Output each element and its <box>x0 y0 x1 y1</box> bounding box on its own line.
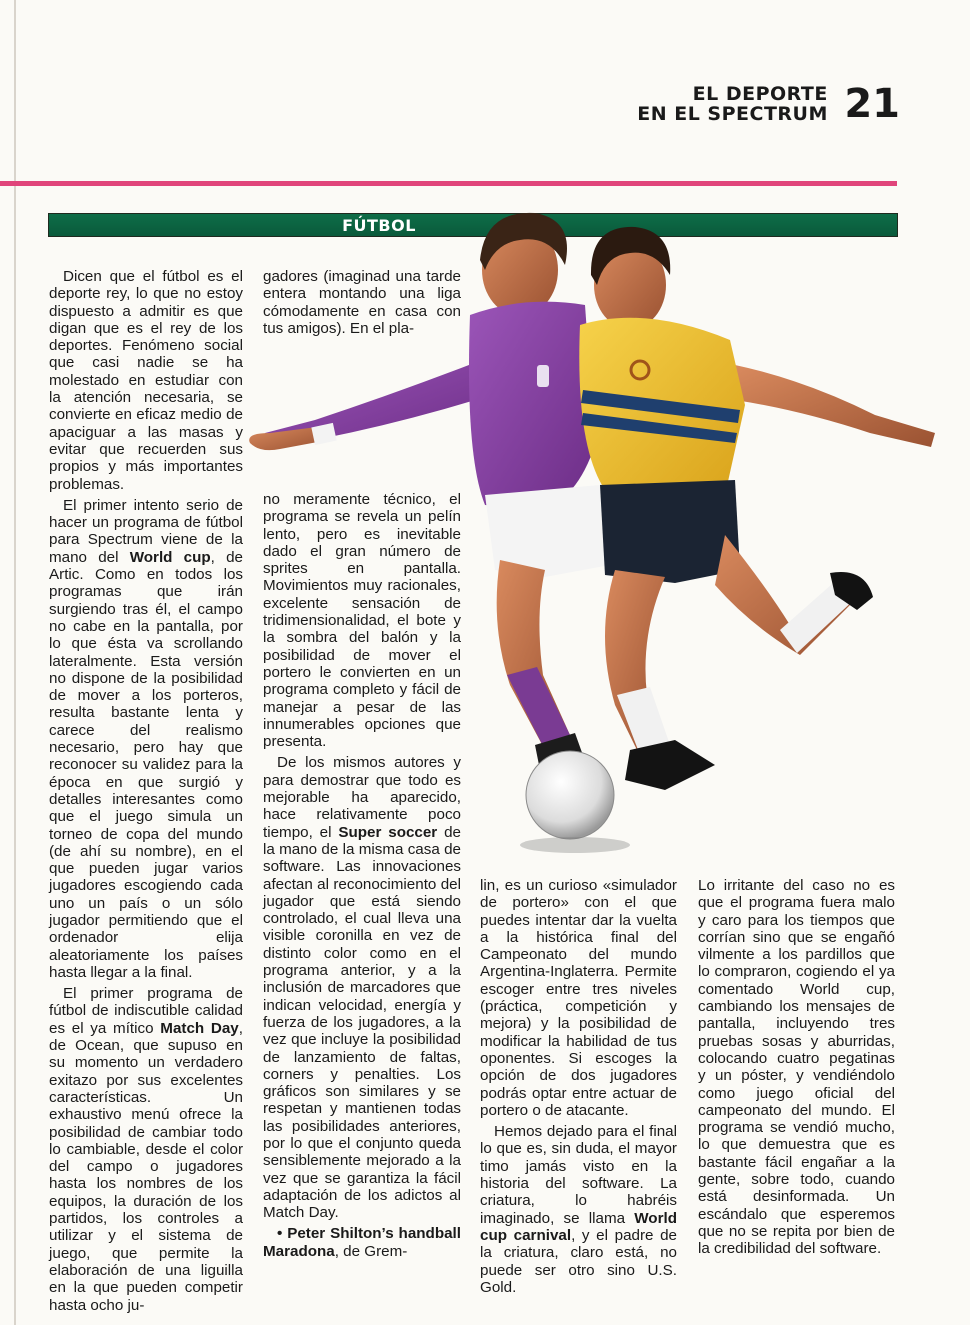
text-run: El primer intento serio de hacer un programa de fútbol para Spectrum viene de la mano del <box>49 496 243 566</box>
paragraph <box>263 754 461 1221</box>
paragraph: no meramente técnico, el programa se revela un pelín lento, pero es inevitable dado el gran número de sprites en pantalla. Movimientos muy racionales, excelente sensación de tridimensionalidad, el bote y la sombra del balón y la posibilidad de mover el portero le convierten en un programa completo y fácil de manejar a pesar de las innumerables opciones que presenta. <box>263 491 461 751</box>
article-column-1 <box>49 268 243 1314</box>
football-ball <box>526 751 614 839</box>
game-title-world-cup-carnival: World cup carnival <box>480 1209 677 1244</box>
text-run: Hemos dejado para el final lo que es, sin duda, el mayor timo jamás visto en la historia del software. La criatura, lo habréis imaginado, se llama <box>480 1123 677 1227</box>
accent-rule <box>0 181 897 186</box>
game-title-match-day: Match Day <box>160 1019 239 1037</box>
game-title-super-soccer: Super soccer <box>338 823 438 841</box>
yellow-player <box>579 227 935 790</box>
text-run: , y el padre de la criatura, claro está, no puede ser otro sino U.S. Gold. <box>480 1226 677 1296</box>
article-column-2 <box>263 491 461 1260</box>
text-run: de la mano de la misma casa de software. Las innovaciones afectan al reconocimiento del jugador que está siendo controlado, el cual lleva una visible coronilla en vez de distinto color como en el programa anterior, y a la inclusión de marcadores que indican velocidad, energía y fuerza de los jugadores, a la vez que incluye la posibilidad de lanzamiento de faltas, corners y penalties. Los gráficos son similares y se respetan y mantienen todas las posibilidades anteriores, por lo que el conjunto queda sensiblemente mejorado a la vez que se garantiza la fácil adaptación de los adictos al Match Day. <box>263 823 461 1222</box>
page-number: 21 <box>844 81 900 127</box>
paragraph: Lo irritante del caso no es que el programa fuera malo y caro para los tiempos que corrían sino que se engañó vilmente a los pardillos que lo compraron, cogiendo el ya comentado World cup, cambiando los mensajes de pantalla, incluyendo tres pruebas sosas y aburridas, colocando cuatro pegatinas y un póster, y vendiéndolo como juego oficial del campeonato del mundo. El programa se vendió mucho, lo que demuestra que es bastante fácil engañar a la gente, sobre todo, cuando está desinformada. Un escándalo que esperemos que no se repita por bien de la credibilidad del software. <box>698 877 895 1258</box>
section-title: FÚTBOL <box>342 216 416 235</box>
text-run: , de Artic. Como en todos los programas que irán surgiendo tras él, el campo no cabe en la pantalla, por lo que ésta va scrollando lateralmente. Esta versión no dispone de la posibilidad de mover a los porteros, resulta bastante lenta y carece del realismo necesario, pero hay que reconocer su validez para la época en que surgió y detalles interesantes como que el juego simula un torneo de copa del mundo (de ahí su nombre), en el que pueden jugar varios jugadores escogiendo cada uno un país o un sólo jugador permitiendo que el ordenador elija aleatoriamente los países hasta llegar a la final. <box>49 548 244 981</box>
text-run: , de Ocean, que supuso en su momento un verdadero exitazo por sus excelentes características. Un exhaustivo menú ofrece la posibilidad de cambiar todo lo cambiable, desde el color del campo o jugadores hasta los nombres de los equipos, la duración de los partidos, los controles a utilizar y el sistema de juego, que permite la elaboración de una liguilla en la que pueden competir hasta ocho ju- <box>49 1019 243 1314</box>
paragraph <box>49 497 243 981</box>
paragraph: gadores (imaginad una tarde entera montando una liga cómodamente en casa con tus amigos). En el pla- <box>263 268 461 337</box>
text-run: El primer programa de fútbol de indiscutible calidad es el ya mítico <box>49 985 243 1037</box>
section-header <box>637 84 828 124</box>
header-line-1: EL DEPORTE <box>692 83 828 105</box>
text-run: De los mismos autores y para demostrar que todo es mejorable ha aparecido, hace relativamente poco tiempo, el <box>263 754 461 841</box>
bullet: • <box>277 1225 283 1243</box>
header-line-2: EN EL SPECTRUM <box>637 103 828 125</box>
paragraph: lin, es un curioso «simulador de portero» con el que puedes intentar dar la vuelta a la histórica final del Campeonato del mundo Argentina-Inglaterra. Permite escoger entre tres niveles (práctica, competición y mejora) y la posibilidad de modificar la habilidad de tus oponentes. Si escoges la opción de dos jugadores podrás optar entre actuar de portero o de atacante. <box>480 877 677 1119</box>
paragraph <box>263 1225 461 1260</box>
paragraph <box>480 1123 677 1296</box>
text-run: , de Grem- <box>334 1242 408 1260</box>
article-column-4 <box>698 877 895 1258</box>
paragraph: Dicen que el fútbol es el deporte rey, lo que no estoy dispuesto a admitir es que digan que es el rey de los deportes. Fenómeno social que casi nadie se ha molestado en estudiar con la atención necesaria, se convierte en eficaz medio de apaciguar a las masas y evitar que recuerden sus propios y más importantes problemas. <box>49 268 243 493</box>
binding-edge <box>14 0 16 1325</box>
paragraph <box>49 985 243 1314</box>
game-title-handball-maradona: Peter Shilton’s handball Maradona <box>263 1225 461 1260</box>
game-title-world-cup: World cup <box>129 548 211 566</box>
article-column-3 <box>480 877 677 1296</box>
article-column-2-top <box>263 268 461 337</box>
page-header <box>637 81 900 127</box>
